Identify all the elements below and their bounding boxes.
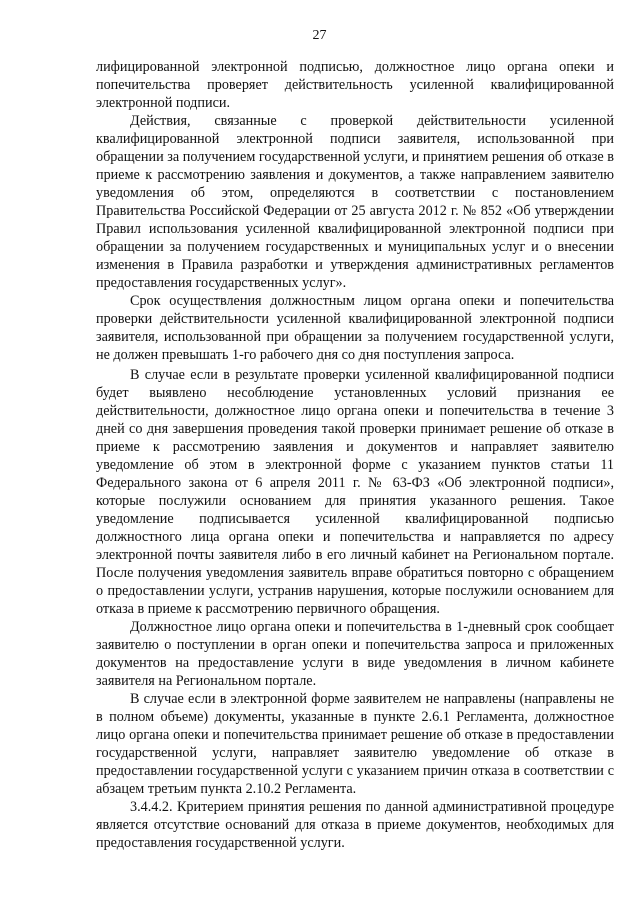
paragraph-missing-documents: В случае если в электронной форме заявителем не направлены (направлены не в полном объеме) документы, указанные в пункте 2.6.1 Регламента, должностное лицо органа опеки и попечительства принимает решение об отказе в предоставлении государственной услуги, направляет заявителю уведомление об отказе в предоставлении государственной услуги с указанием причин отказа в соответствии с абзацем третьим пункта 2.10.2 Регламента. xyxy=(96,691,614,797)
paragraph-invalid-signature: В случае если в результате проверки усиленной квалифицированной подписи будет выявлено несоблюдение установленных условий признания ее действительности, должностное лицо органа опеки и попечительства в течение 3 дней со дня завершения проведения такой проверки принимает решение об отказе в приеме к рассмотрению заявления и документов и направляет заявителю уведомление об этом в электронной форме с указанием пунктов статьи 11 Федерального закона от 6 апреля 2011 г. № 63-ФЗ «Об электронной подписи», которые послужили основанием для принятия указанного решения. Такое уведомление подписывается усиленной квалифицированной подписью должностного лица органа опеки и попечительства и направляется по адресу электронной почты заявителя либо в его личный кабинет на Региональном портале. После получения уведомления заявитель вправе обратиться повторно с обращением о предоставлении услуги, устранив нарушения, которые послужили основанием для отказа в приеме к рассмотрению первичного обращения. xyxy=(96,367,614,617)
paragraph-continuation: лифицированной электронной подписью, должностное лицо органа опеки и попечительства проверяет действительность усиленной квалифицированной электронной подписи. xyxy=(96,59,614,111)
page-body xyxy=(96,58,614,852)
paragraph-notify-applicant: Должностное лицо органа опеки и попечительства в 1-дневный срок сообщает заявителю о поступлении в орган опеки и попечительства запроса и приложенных документов на предоставление услуги в виде уведомления в личном кабинете заявителя на Региональном портале. xyxy=(96,619,614,689)
paragraph-check-deadline: Срок осуществления должностным лицом органа опеки и попечительства проверки действительности усиленной квалифицированной электронной подписи заявителя, использованной при обращении за получением государственной услуги, не должен превышать 1-го рабочего дня со дня поступления запроса. xyxy=(96,293,614,363)
paragraph-signature-check-actions: Действия, связанные с проверкой действительности усиленной квалифицированной электронной подписи заявителя, использованной при обращении за получением государственной услуги, и принятием решения об отказе в приеме к рассмотрению заявления и документов, а также направлением заявителю уведомления об этом, определяются в соответствии с постановлением Правительства Российской Федерации от 25 августа 2012 г. № 852 «Об утверждении Правил использования усиленной квалифицированной электронной подписи при обращении за получением государственных и муниципальных услуг и о внесении изменения в Правила разработки и утверждения административных регламентов предоставления государственных услуг». xyxy=(96,113,614,291)
page-number: 27 xyxy=(312,28,327,43)
paragraph-decision-criterion: 3.4.4.2. Критерием принятия решения по данной административной процедуре является отсутствие оснований для отказа в приеме документов, необходимых для предоставления государственной услуги. xyxy=(96,799,614,851)
